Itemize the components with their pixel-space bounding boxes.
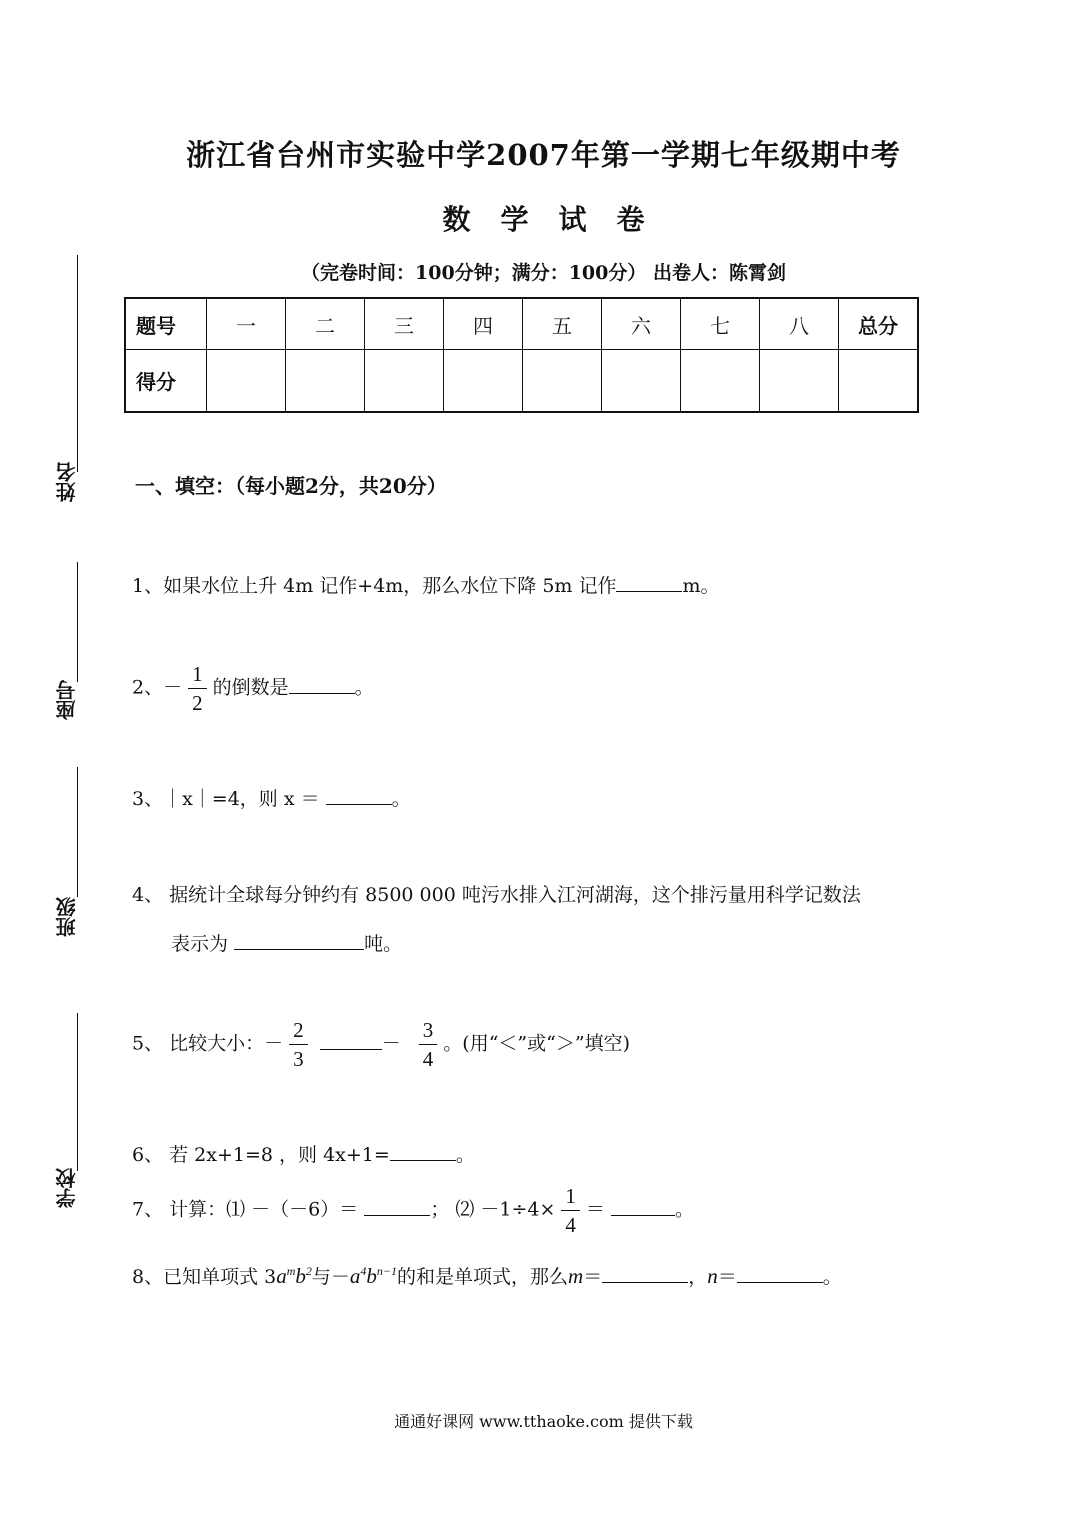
question-prefix: 5、 比较大小：－ (132, 1032, 284, 1055)
score-cell (286, 350, 365, 413)
score-table-score-row (125, 350, 918, 413)
fraction (188, 660, 207, 717)
question-tail: 。 (354, 676, 374, 699)
exponent: m (286, 1264, 296, 1278)
score-cell (602, 350, 681, 413)
question-mid: － (381, 1032, 401, 1055)
question-mid: 与－ (311, 1266, 350, 1288)
equals-sign: ＝ (583, 1266, 603, 1288)
question-tail: 吨。 (364, 933, 403, 955)
fraction (289, 1016, 308, 1073)
school-line (77, 1013, 78, 1171)
separator: ， (688, 1266, 708, 1288)
fraction-denominator: 3 (293, 1047, 304, 1071)
question-5 (132, 1016, 630, 1073)
score-cell (207, 350, 286, 413)
class-label: 班级 (55, 897, 79, 937)
variable-a: a (349, 1264, 361, 1288)
variable-n: n (707, 1264, 718, 1288)
exponent: 4 (360, 1264, 367, 1278)
score-cell (523, 350, 602, 413)
question-text: 的倒数是 (212, 676, 289, 699)
seat-line (77, 562, 78, 682)
question-text: 1、如果水位上升 4m 记作+4m，那么水位下降 5m 记作 (132, 575, 617, 597)
answer-blank (616, 573, 682, 592)
question-tail: 。 (822, 1266, 842, 1288)
column-header: 八 (760, 298, 839, 350)
fraction-numerator: 1 (188, 660, 207, 689)
score-cell (444, 350, 523, 413)
fraction-denominator: 4 (565, 1213, 576, 1237)
question-4-line-2 (171, 929, 402, 956)
monomial-2 (350, 1264, 397, 1288)
variable-a: a (276, 1264, 287, 1288)
exam-title: 浙江省台州市实验中学2007年第一学期七年级期中考 (186, 138, 901, 172)
column-header: 四 (444, 298, 523, 350)
row-label-question-number: 题号 (125, 298, 207, 350)
exam-subtitle: 数学试卷 (442, 203, 675, 236)
answer-blank (289, 675, 355, 694)
question-tail: m。 (682, 575, 720, 597)
variable-m: m (568, 1264, 584, 1288)
score-cell (839, 350, 919, 413)
question-3 (132, 784, 411, 811)
column-header: 七 (681, 298, 760, 350)
column-header: 三 (365, 298, 444, 350)
question-7 (132, 1182, 694, 1239)
answer-blank (390, 1142, 456, 1161)
equals-sign: ＝ (717, 1266, 737, 1288)
fraction-numerator: 1 (561, 1182, 580, 1211)
answer-blank (234, 931, 364, 950)
answer-blank (602, 1264, 688, 1283)
section-heading: 一、填空：（每小题2分，共20分） (135, 474, 447, 498)
name-line (77, 255, 78, 472)
answer-blank (326, 786, 392, 805)
answer-blank (364, 1197, 430, 1216)
school-label: 学校 (55, 1168, 79, 1208)
score-table (124, 297, 919, 413)
seat-label: 座号 (55, 680, 79, 720)
question-tail: 。 (391, 788, 411, 810)
column-header: 五 (523, 298, 602, 350)
column-header: 六 (602, 298, 681, 350)
fraction-denominator: 2 (192, 691, 203, 715)
question-tail: 。 (455, 1144, 475, 1166)
question-4-line-1: 4、 据统计全球每分钟约有 8500 000 吨污水排入江河湖海，这个排污量用科学记数法 (132, 884, 861, 906)
question-text: 3、｜x｜=4，则 x ＝ (132, 788, 320, 810)
question-8 (132, 1262, 842, 1289)
class-line (77, 767, 78, 897)
name-label: 姓名 (55, 462, 79, 502)
question-tail: 。(用“＜”或“＞”填空) (443, 1032, 630, 1055)
exponent: n−1 (376, 1264, 398, 1278)
question-text: 6、 若 2x+1=8 ，则 4x+1= (132, 1144, 390, 1166)
fraction (561, 1182, 580, 1239)
question-prefix: 表示为 (171, 933, 229, 955)
question-1 (132, 571, 720, 598)
score-table-header-row (125, 298, 918, 350)
question-after: 的和是单项式，那么 (397, 1266, 569, 1288)
question-mid: ； ⑵ －1÷4× (430, 1198, 556, 1221)
exponent: 2 (305, 1264, 312, 1278)
score-cell (681, 350, 760, 413)
question-6 (132, 1140, 475, 1167)
row-label-score: 得分 (125, 350, 207, 413)
answer-blank (737, 1264, 823, 1283)
question-tail: 。 (674, 1198, 694, 1221)
footer-text: 通通好课网 www.tthaoke.com 提供下载 (394, 1412, 693, 1431)
question-prefix: 8、已知单项式 3 (132, 1266, 277, 1288)
monomial-1 (276, 1264, 312, 1288)
answer-blank (320, 1031, 382, 1050)
fraction-numerator: 2 (289, 1016, 308, 1045)
column-header: 一 (207, 298, 286, 350)
equals-sign: ＝ (585, 1198, 605, 1221)
variable-b: b (366, 1264, 377, 1288)
answer-blank (611, 1197, 675, 1216)
exam-info: （完卷时间：100分钟；满分：100分） 出卷人：陈霄剑 (301, 262, 786, 284)
fraction-numerator: 3 (419, 1016, 438, 1045)
fraction (419, 1016, 438, 1073)
column-header: 二 (286, 298, 365, 350)
question-2 (132, 660, 374, 717)
question-prefix: 7、 计算：⑴ －（－6）＝ (132, 1198, 359, 1221)
score-cell (760, 350, 839, 413)
variable-b: b (295, 1264, 306, 1288)
score-cell (365, 350, 444, 413)
question-prefix: 2、－ (132, 676, 183, 699)
column-header-total: 总分 (839, 298, 919, 350)
fraction-denominator: 4 (422, 1047, 434, 1071)
